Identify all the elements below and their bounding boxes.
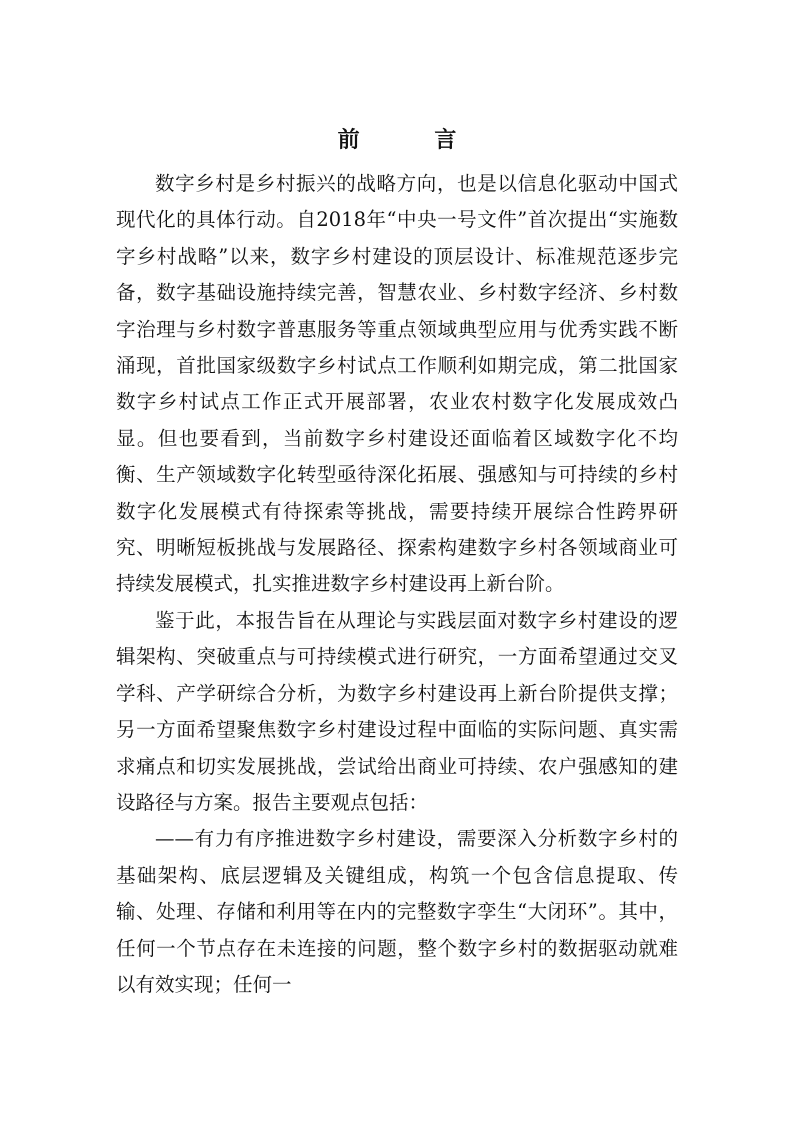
page-title: 前 言: [337, 127, 483, 153]
document-body: [116, 166, 678, 1003]
paragraph-3: ——有力有序推进数字乡村建设，需要深入分析数字乡村的基础架构、底层逻辑及关键组成，构筑一个包含信息提取、传输、处理、存储和利用等在内的完整数字孪生“大闭环”。其中，任何一个节点存在未连接的问题，整个数字乡村的数据驱动就难以有效实现；任何一: [116, 827, 678, 996]
paragraph-2: 鉴于此，本报告旨在从理论与实践层面对数字乡村建设的逻辑架构、突破重点与可持续模式进行研究，一方面希望通过交叉学科、产学研综合分析，为数字乡村建设再上新台阶提供支撑；另一方面希望聚焦数字乡村建设过程中面临的实际问题、真实需求痛点和切实发展挑战，尝试给出商业可持续、农户强感知的建设路径与方案。报告主要观点包括：: [116, 608, 678, 814]
paragraph-1: 数字乡村是乡村振兴的战略方向，也是以信息化驱动中国式现代化的具体行动。自2018年“中央一号文件”首次提出“实施数字乡村战略”以来，数字乡村建设的顶层设计、标准规范逐步完备，数字基础设施持续完善，智慧农业、乡村数字经济、乡村数字治理与乡村数字普惠服务等重点领域典型应用与优秀实践不断涌现，首批国家级数字乡村试点工作顺利如期完成，第二批国家数字乡村试点工作正式开展部署，农业农村数字化发展成效凸显。但也要看到，当前数字乡村建设还面临着区域数字化不均衡、生产领域数字化转型亟待深化拓展、强感知与可持续的乡村数字化发展模式有待探索等挑战，需要持续开展综合性跨界研究、明晰短板挑战与发展路径、探索构建数字乡村各领域商业可持续发展模式，扎实推进数字乡村建设再上新台阶。: [116, 172, 678, 596]
